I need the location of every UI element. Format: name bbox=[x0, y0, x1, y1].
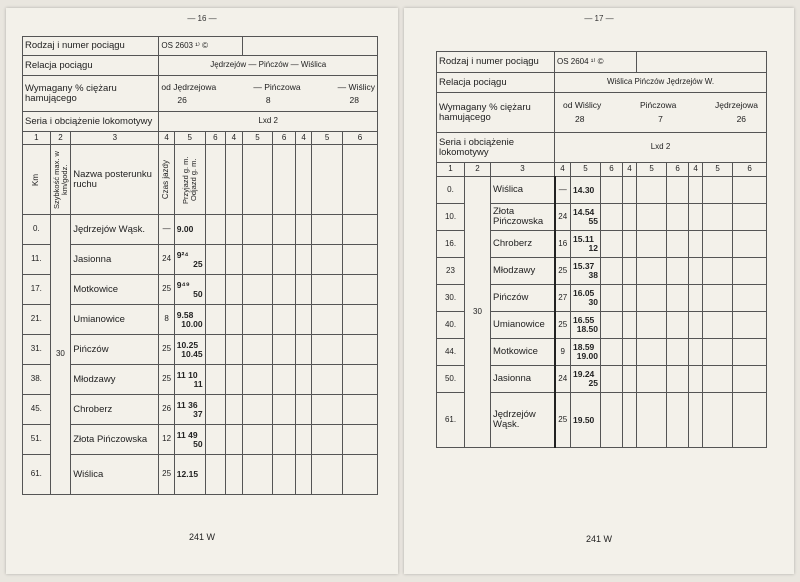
arrival-time: 16.05 bbox=[573, 288, 595, 299]
station-name: Motkowice bbox=[71, 275, 159, 305]
speed-cell: 30 bbox=[50, 215, 71, 495]
time-cell bbox=[174, 455, 205, 495]
departure-time: 55 bbox=[588, 216, 598, 226]
km-cell: 45. bbox=[23, 395, 51, 425]
arrival-time: 19.50 bbox=[573, 414, 595, 425]
travel-time: 9 bbox=[555, 339, 571, 366]
table-row bbox=[23, 395, 378, 425]
arrival-time: 9⁴⁹ bbox=[176, 279, 190, 290]
arrival-time: 11 10 bbox=[176, 369, 198, 380]
table-row bbox=[23, 455, 378, 495]
page-footer: 241 W bbox=[188, 532, 215, 542]
station-name: Jędrzejów Wąsk. bbox=[491, 393, 555, 448]
km-cell: 21. bbox=[23, 305, 51, 335]
table-row bbox=[23, 305, 378, 335]
time-cell bbox=[571, 285, 601, 312]
time-cell bbox=[174, 215, 205, 245]
km-cell: 61. bbox=[437, 393, 465, 448]
station-name: Pińczów bbox=[71, 335, 159, 365]
arrival-time: 14.54 bbox=[573, 207, 595, 218]
travel-header: Czas jazdy bbox=[161, 159, 171, 200]
arrival-time: 16.55 bbox=[573, 315, 595, 326]
departure-time: 11 bbox=[193, 378, 203, 389]
travel-time: 12 bbox=[159, 425, 174, 455]
time-cell bbox=[571, 393, 601, 448]
station-name: Umianowice bbox=[71, 305, 159, 335]
arrival-time: 12.15 bbox=[176, 469, 199, 480]
station-name: Pińczów bbox=[491, 285, 555, 312]
time-cell bbox=[174, 365, 205, 395]
brake-values: od Wiślicy Pińczowa Jędrzejowa 28 7 26 bbox=[555, 93, 767, 133]
page-footer: 241 W bbox=[585, 534, 612, 544]
station-name: Młodzawy bbox=[491, 258, 555, 285]
time-cell bbox=[174, 305, 205, 335]
brake-values: od Jędrzejowa — Pińczowa — Wiślicy 26 8 28 bbox=[159, 76, 378, 112]
speed-cell: 30 bbox=[465, 177, 491, 448]
times-header: Przyjazd g. m. Odjazd g. m. bbox=[180, 155, 198, 204]
km-cell: 16. bbox=[437, 231, 465, 258]
loco-value: Lxd 2 bbox=[555, 133, 767, 163]
travel-time: 25 bbox=[159, 275, 174, 305]
relation-value: Jędrzejów — Pińczów — Wiślica bbox=[159, 56, 378, 76]
travel-time: 25 bbox=[555, 258, 571, 285]
relation-label: Relacja pociągu bbox=[23, 56, 159, 76]
train-type-label: Rodzaj i numer pociągu bbox=[23, 37, 159, 56]
relation-label: Relacja pociągu bbox=[437, 73, 555, 93]
km-cell: 44. bbox=[437, 339, 465, 366]
arrival-time: 19.24 bbox=[573, 369, 595, 380]
page-right bbox=[404, 8, 794, 574]
series-label: Seria i obciążenie lokomotywy bbox=[437, 133, 555, 163]
station-name: Umianowice bbox=[491, 312, 555, 339]
km-cell: 30. bbox=[437, 285, 465, 312]
travel-time: 24 bbox=[159, 245, 174, 275]
arrival-time: 9²⁴ bbox=[176, 249, 189, 260]
km-cell: 50. bbox=[437, 366, 465, 393]
train-number: OS 2603 ¹⁾ © bbox=[159, 37, 242, 56]
km-cell: 17. bbox=[23, 275, 51, 305]
page-number: — 17 — bbox=[584, 14, 614, 23]
station-name: Jasionna bbox=[71, 245, 159, 275]
speed-header: Szybkość max. w km/godz. bbox=[51, 150, 69, 209]
km-cell: 0. bbox=[23, 215, 51, 245]
table-row bbox=[23, 215, 378, 245]
arrival-time: 10.25 bbox=[176, 339, 199, 350]
station-name: Młodzawy bbox=[71, 365, 159, 395]
km-cell: 11. bbox=[23, 245, 51, 275]
time-cell bbox=[174, 245, 205, 275]
departure-time: 10.45 bbox=[181, 348, 203, 359]
station-name: Wiślica bbox=[71, 455, 159, 495]
arrival-time: 15.11 bbox=[573, 234, 594, 245]
table-row bbox=[23, 365, 378, 395]
station-name: Chroberz bbox=[71, 395, 159, 425]
train-type-label: Rodzaj i numer pociągu bbox=[437, 52, 555, 73]
km-cell: 61. bbox=[23, 455, 51, 495]
time-cell bbox=[571, 204, 601, 231]
timetable-left bbox=[22, 36, 378, 495]
table-row bbox=[23, 275, 378, 305]
km-cell: 31. bbox=[23, 335, 51, 365]
arrival-time: 14.30 bbox=[573, 184, 595, 195]
arrival-time: 11 49 bbox=[176, 429, 198, 440]
departure-time: 25 bbox=[588, 378, 598, 388]
time-cell bbox=[571, 339, 601, 366]
arrival-time: 18.59 bbox=[573, 342, 595, 353]
travel-time: 26 bbox=[159, 395, 174, 425]
station-name: Złota Pińczowska bbox=[491, 204, 555, 231]
departure-time: 12 bbox=[588, 243, 598, 253]
column-numbers: 1 2 3 4 5 6 4 5 6 4 5 6 bbox=[23, 132, 378, 145]
arrival-time: 9.58 bbox=[176, 309, 194, 320]
series-label: Seria i obciążenie lokomotywy bbox=[23, 112, 159, 132]
time-cell bbox=[174, 425, 205, 455]
brake-label: Wymagany % ciężaru hamującego bbox=[23, 76, 159, 112]
table-row bbox=[23, 335, 378, 365]
column-numbers: 1 2 3 4 5 6 4 5 6 4 5 6 bbox=[437, 163, 767, 177]
page-left bbox=[6, 8, 398, 574]
departure-time: 50 bbox=[193, 288, 203, 299]
time-cell bbox=[571, 258, 601, 285]
arrival-time: 15.37 bbox=[573, 261, 595, 272]
travel-time: 25 bbox=[555, 312, 571, 339]
station-name: Jasionna bbox=[491, 366, 555, 393]
departure-time: 37 bbox=[193, 408, 203, 419]
time-cell bbox=[174, 275, 205, 305]
km-cell: 40. bbox=[437, 312, 465, 339]
timetable-right bbox=[436, 51, 767, 448]
km-cell: 51. bbox=[23, 425, 51, 455]
km-header: Km bbox=[31, 173, 41, 186]
travel-time: 25 bbox=[159, 335, 174, 365]
departure-time: 25 bbox=[193, 258, 203, 269]
departure-time: 18.50 bbox=[576, 324, 598, 334]
travel-time: 27 bbox=[555, 285, 571, 312]
travel-time: — bbox=[555, 177, 571, 204]
table-row bbox=[437, 177, 767, 204]
page-number: — 16 — bbox=[187, 14, 217, 23]
loco-value: Lxd 2 bbox=[159, 112, 378, 132]
table-row bbox=[23, 425, 378, 455]
departure-time: 10.00 bbox=[181, 318, 203, 329]
arrival-time: 9.00 bbox=[176, 224, 194, 235]
departure-time: 30 bbox=[588, 297, 598, 307]
departure-time: 38 bbox=[588, 270, 598, 280]
station-name: Wiślica bbox=[491, 177, 555, 204]
travel-time: 25 bbox=[555, 393, 571, 448]
km-cell: 23 bbox=[437, 258, 465, 285]
relation-value: Wiślica Pińczów Jędrzejów W. bbox=[555, 73, 767, 93]
time-cell bbox=[571, 177, 601, 204]
time-cell bbox=[174, 395, 205, 425]
travel-time: 24 bbox=[555, 204, 571, 231]
km-cell: 10. bbox=[437, 204, 465, 231]
travel-time: 8 bbox=[159, 305, 174, 335]
km-cell: 0. bbox=[437, 177, 465, 204]
travel-time: — bbox=[159, 215, 174, 245]
table-row bbox=[23, 245, 378, 275]
station-name: Jędrzejów Wąsk. bbox=[71, 215, 159, 245]
station-name: Złota Pińczowska bbox=[71, 425, 159, 455]
column-headers bbox=[23, 145, 378, 215]
departure-time: 50 bbox=[193, 438, 203, 449]
train-number: OS 2604 ¹⁾ © bbox=[555, 52, 637, 73]
km-cell: 38. bbox=[23, 365, 51, 395]
brake-label: Wymagany % ciężaru hamującego bbox=[437, 93, 555, 133]
travel-time: 16 bbox=[555, 231, 571, 258]
travel-time: 25 bbox=[159, 365, 174, 395]
time-cell bbox=[174, 335, 205, 365]
departure-time: 19.00 bbox=[576, 351, 598, 361]
travel-time: 24 bbox=[555, 366, 571, 393]
station-name: Motkowice bbox=[491, 339, 555, 366]
station-name: Chroberz bbox=[491, 231, 555, 258]
time-cell bbox=[571, 312, 601, 339]
time-cell bbox=[571, 366, 601, 393]
arrival-time: 11 36 bbox=[176, 399, 198, 410]
travel-time: 25 bbox=[159, 455, 174, 495]
time-cell bbox=[571, 231, 601, 258]
station-header: Nazwa posterunku ruchu bbox=[71, 145, 159, 215]
